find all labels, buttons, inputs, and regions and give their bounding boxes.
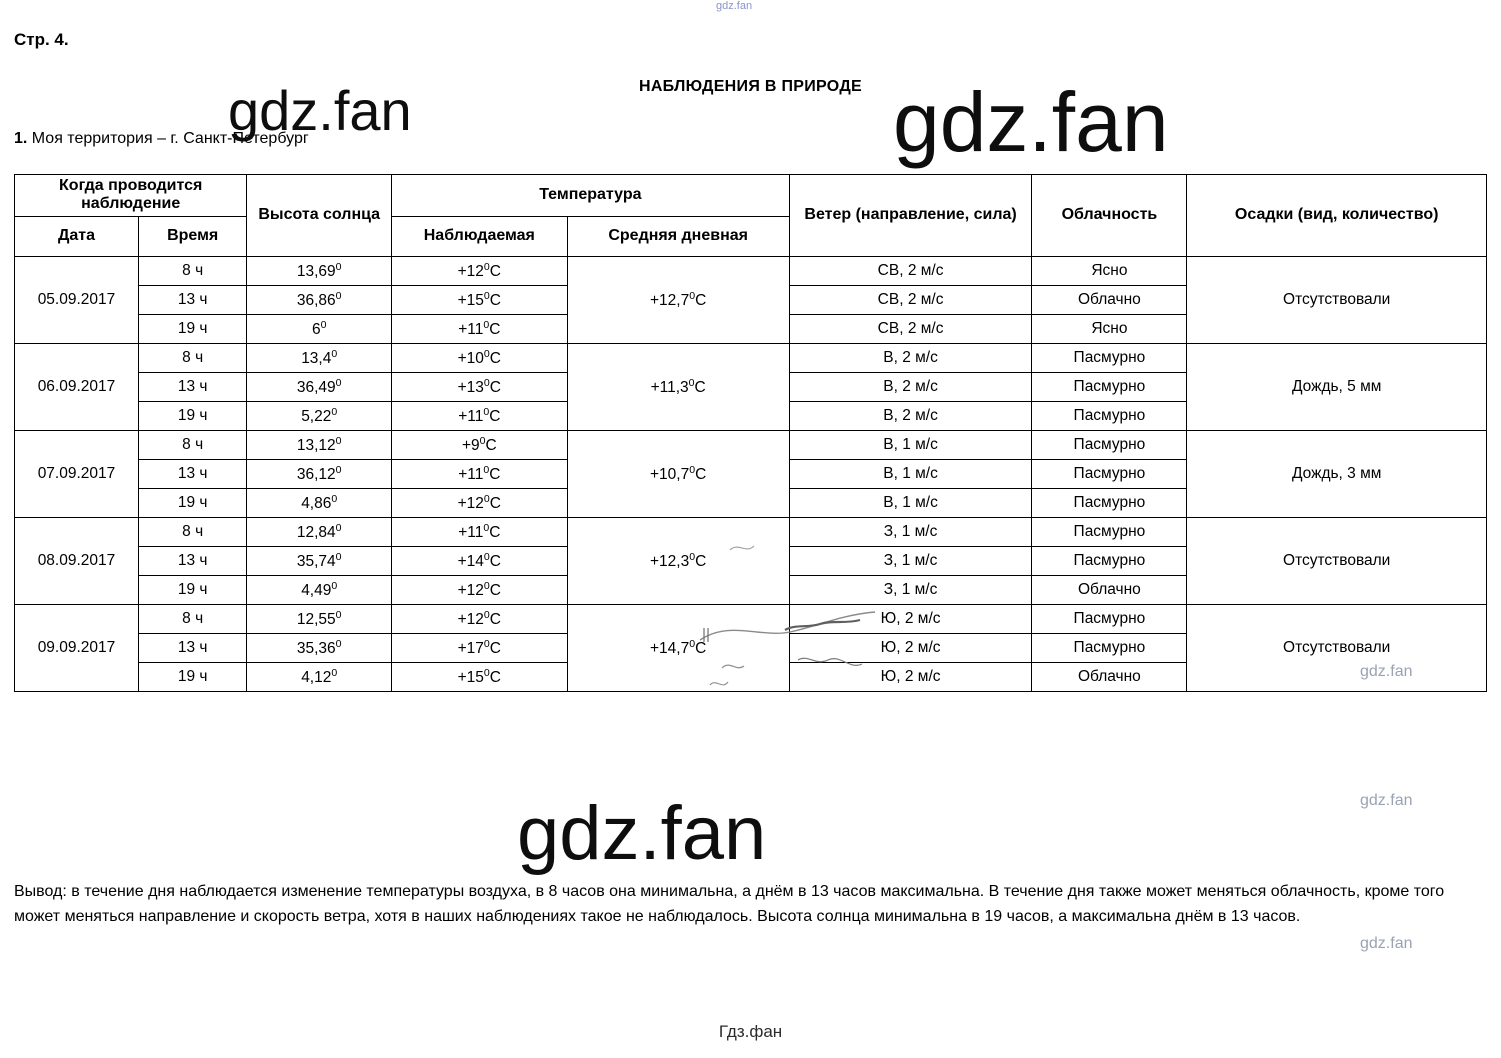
table-body xyxy=(15,256,1487,691)
watermark-large-right: gdz.fan xyxy=(893,75,1169,169)
cell-wind: СВ, 2 м/с xyxy=(789,285,1032,314)
header-avg-daily: Средняя дневная xyxy=(567,216,789,256)
cell-cloudiness: Ясно xyxy=(1032,256,1187,285)
cell-sun-height: 35,36$^0$ xyxy=(247,633,392,662)
cell-cloudiness: Облачно xyxy=(1032,575,1187,604)
cell-time: 19 ч xyxy=(138,401,246,430)
table-row xyxy=(15,517,1487,546)
cell-sun-height: 36,12$^0$ xyxy=(247,459,392,488)
cell-observed-temp: $+17^0С$ xyxy=(392,633,568,662)
cell-time: 19 ч xyxy=(138,488,246,517)
cell-cloudiness: Пасмурно xyxy=(1032,430,1187,459)
cell-time: 19 ч xyxy=(138,662,246,691)
cell-date: 06.09.2017 xyxy=(15,343,139,430)
cell-wind: Ю, 2 м/с xyxy=(789,633,1032,662)
cell-cloudiness: Пасмурно xyxy=(1032,459,1187,488)
cell-sun-height: 12,84$^0$ xyxy=(247,517,392,546)
cell-time: 19 ч xyxy=(138,575,246,604)
cell-cloudiness: Облачно xyxy=(1032,662,1187,691)
cell-cloudiness: Ясно xyxy=(1032,314,1187,343)
cell-cloudiness: Пасмурно xyxy=(1032,604,1187,633)
cell-sun-height: 13,4$^0$ xyxy=(247,343,392,372)
cell-observed-temp: $+12^0С$ xyxy=(392,604,568,633)
cell-observed-temp: $+10^0С$ xyxy=(392,343,568,372)
watermark-small-3: gdz.fan xyxy=(1360,935,1413,952)
task-territory-text: Моя территория – г. Санкт-Петербург xyxy=(27,130,309,147)
cell-time: 13 ч xyxy=(138,372,246,401)
cell-cloudiness: Облачно xyxy=(1032,285,1187,314)
cell-time: 8 ч xyxy=(138,430,246,459)
cell-sun-height: 5,22$^0$ xyxy=(247,401,392,430)
page-number-label: Стр. 4. xyxy=(14,30,69,49)
cell-time: 8 ч xyxy=(138,517,246,546)
cell-cloudiness: Пасмурно xyxy=(1032,343,1187,372)
cell-observed-temp: $+15^0С$ xyxy=(392,662,568,691)
header-sun-height: Высота солнца xyxy=(247,175,392,257)
header-when: Когда проводится наблюдение xyxy=(15,175,247,217)
cell-cloudiness: Пасмурно xyxy=(1032,488,1187,517)
cell-wind: В, 2 м/с xyxy=(789,372,1032,401)
cell-precipitation: Отсутствовали xyxy=(1187,604,1487,691)
cell-sun-height: 4,12$^0$ xyxy=(247,662,392,691)
table-row xyxy=(15,343,1487,372)
cell-precipitation: Дождь, 3 мм xyxy=(1187,430,1487,517)
cell-observed-temp: $+11^0С$ xyxy=(392,517,568,546)
conclusion-text: Вывод: в течение дня наблюдается изменение температуры воздуха, в 8 часов она минимальна, а днём в 13 часов максимальна. В течение дня также может меняться облачность, кроме того может меняться направление и скорость ветра, хотя в наших наблюдениях такое не наблюдалось. Высота солнца минимальна в 19 часов, а максимальна днём в 13 часов. xyxy=(14,883,1445,925)
cell-wind: В, 2 м/с xyxy=(789,343,1032,372)
cell-wind: В, 1 м/с xyxy=(789,430,1032,459)
cell-average-temp: $+14,7^0С$ xyxy=(567,604,789,691)
watermark-large-bottom: gdz.fan xyxy=(517,791,767,876)
cell-sun-height: 4,86$^0$ xyxy=(247,488,392,517)
cell-sun-height: 4,49$^0$ xyxy=(247,575,392,604)
cell-average-temp: $+10,7^0С$ xyxy=(567,430,789,517)
cell-precipitation: Отсутствовали xyxy=(1187,517,1487,604)
cell-time: 13 ч xyxy=(138,546,246,575)
cell-observed-temp: $+11^0С$ xyxy=(392,401,568,430)
header-precipitation: Осадки (вид, количество) xyxy=(1187,175,1487,257)
cell-observed-temp: $+11^0С$ xyxy=(392,314,568,343)
observations-table xyxy=(14,174,1487,692)
cell-date: 07.09.2017 xyxy=(15,430,139,517)
task-number: 1. xyxy=(14,130,28,147)
cell-cloudiness: Пасмурно xyxy=(1032,401,1187,430)
cell-date: 05.09.2017 xyxy=(15,256,139,343)
table-row xyxy=(15,256,1487,285)
cell-wind: З, 1 м/с xyxy=(789,517,1032,546)
cell-cloudiness: Пасмурно xyxy=(1032,517,1187,546)
cell-precipitation: Дождь, 5 мм xyxy=(1187,343,1487,430)
header-observed: Наблюдаемая xyxy=(392,216,568,256)
cell-wind: В, 1 м/с xyxy=(789,459,1032,488)
cell-date: 08.09.2017 xyxy=(15,517,139,604)
cell-sun-height: 12,55$^0$ xyxy=(247,604,392,633)
cell-observed-temp: $+12^0С$ xyxy=(392,575,568,604)
cell-observed-temp: $+14^0С$ xyxy=(392,546,568,575)
cell-date: 09.09.2017 xyxy=(15,604,139,691)
cell-wind: З, 1 м/с xyxy=(789,575,1032,604)
header-time: Время xyxy=(138,216,246,256)
cell-cloudiness: Пасмурно xyxy=(1032,372,1187,401)
cell-time: 13 ч xyxy=(138,285,246,314)
cell-observed-temp: $+13^0С$ xyxy=(392,372,568,401)
cell-wind: З, 1 м/с xyxy=(789,546,1032,575)
table-row xyxy=(15,604,1487,633)
watermark-small-2: gdz.fan xyxy=(1360,792,1413,809)
cell-observed-temp: $+11^0С$ xyxy=(392,459,568,488)
cell-cloudiness: Пасмурно xyxy=(1032,546,1187,575)
cell-time: 13 ч xyxy=(138,459,246,488)
watermark-footer: Гдз.фан xyxy=(718,1022,783,1041)
cell-observed-temp: $+9^0С$ xyxy=(392,430,568,459)
cell-sun-height: 13,69$^0$ xyxy=(247,256,392,285)
header-cloudiness: Облачность xyxy=(1032,175,1187,257)
watermark-top: gdz.fan xyxy=(716,0,753,12)
table-row xyxy=(15,430,1487,459)
cell-sun-height: $6^0$ xyxy=(247,314,392,343)
cell-observed-temp: $+15^0С$ xyxy=(392,285,568,314)
header-temperature: Температура xyxy=(392,175,790,217)
page-title: НАБЛЮДЕНИЯ В ПРИРОДЕ xyxy=(638,78,863,95)
watermark-small-1: gdz.fan xyxy=(1360,663,1413,680)
cell-observed-temp: $+12^0С$ xyxy=(392,488,568,517)
cell-average-temp: $+12,3^0С$ xyxy=(567,517,789,604)
cell-wind: Ю, 2 м/с xyxy=(789,662,1032,691)
cell-time: 13 ч xyxy=(138,633,246,662)
watermark-large-left: gdz.fan xyxy=(228,79,412,142)
cell-wind: В, 1 м/с xyxy=(789,488,1032,517)
task-subtitle xyxy=(14,130,309,148)
cell-wind: СВ, 2 м/с xyxy=(789,256,1032,285)
cell-time: 8 ч xyxy=(138,256,246,285)
cell-observed-temp: $+12^0С$ xyxy=(392,256,568,285)
cell-time: 8 ч xyxy=(138,604,246,633)
cell-wind: СВ, 2 м/с xyxy=(789,314,1032,343)
cell-sun-height: 35,74$^0$ xyxy=(247,546,392,575)
cell-wind: В, 2 м/с xyxy=(789,401,1032,430)
cell-time: 19 ч xyxy=(138,314,246,343)
cell-precipitation: Отсутствовали xyxy=(1187,256,1487,343)
cell-average-temp: $+11,3^0С$ xyxy=(567,343,789,430)
cell-average-temp: $+12,7^0С$ xyxy=(567,256,789,343)
cell-sun-height: 36,49$^0$ xyxy=(247,372,392,401)
cell-time: 8 ч xyxy=(138,343,246,372)
cell-sun-height: 13,12$^0$ xyxy=(247,430,392,459)
table-header xyxy=(15,175,1487,257)
cell-sun-height: 36,86$^0$ xyxy=(247,285,392,314)
cell-wind: Ю, 2 м/с xyxy=(789,604,1032,633)
header-wind: Ветер (направление, сила) xyxy=(789,175,1032,257)
header-date: Дата xyxy=(15,216,139,256)
cell-cloudiness: Пасмурно xyxy=(1032,633,1187,662)
